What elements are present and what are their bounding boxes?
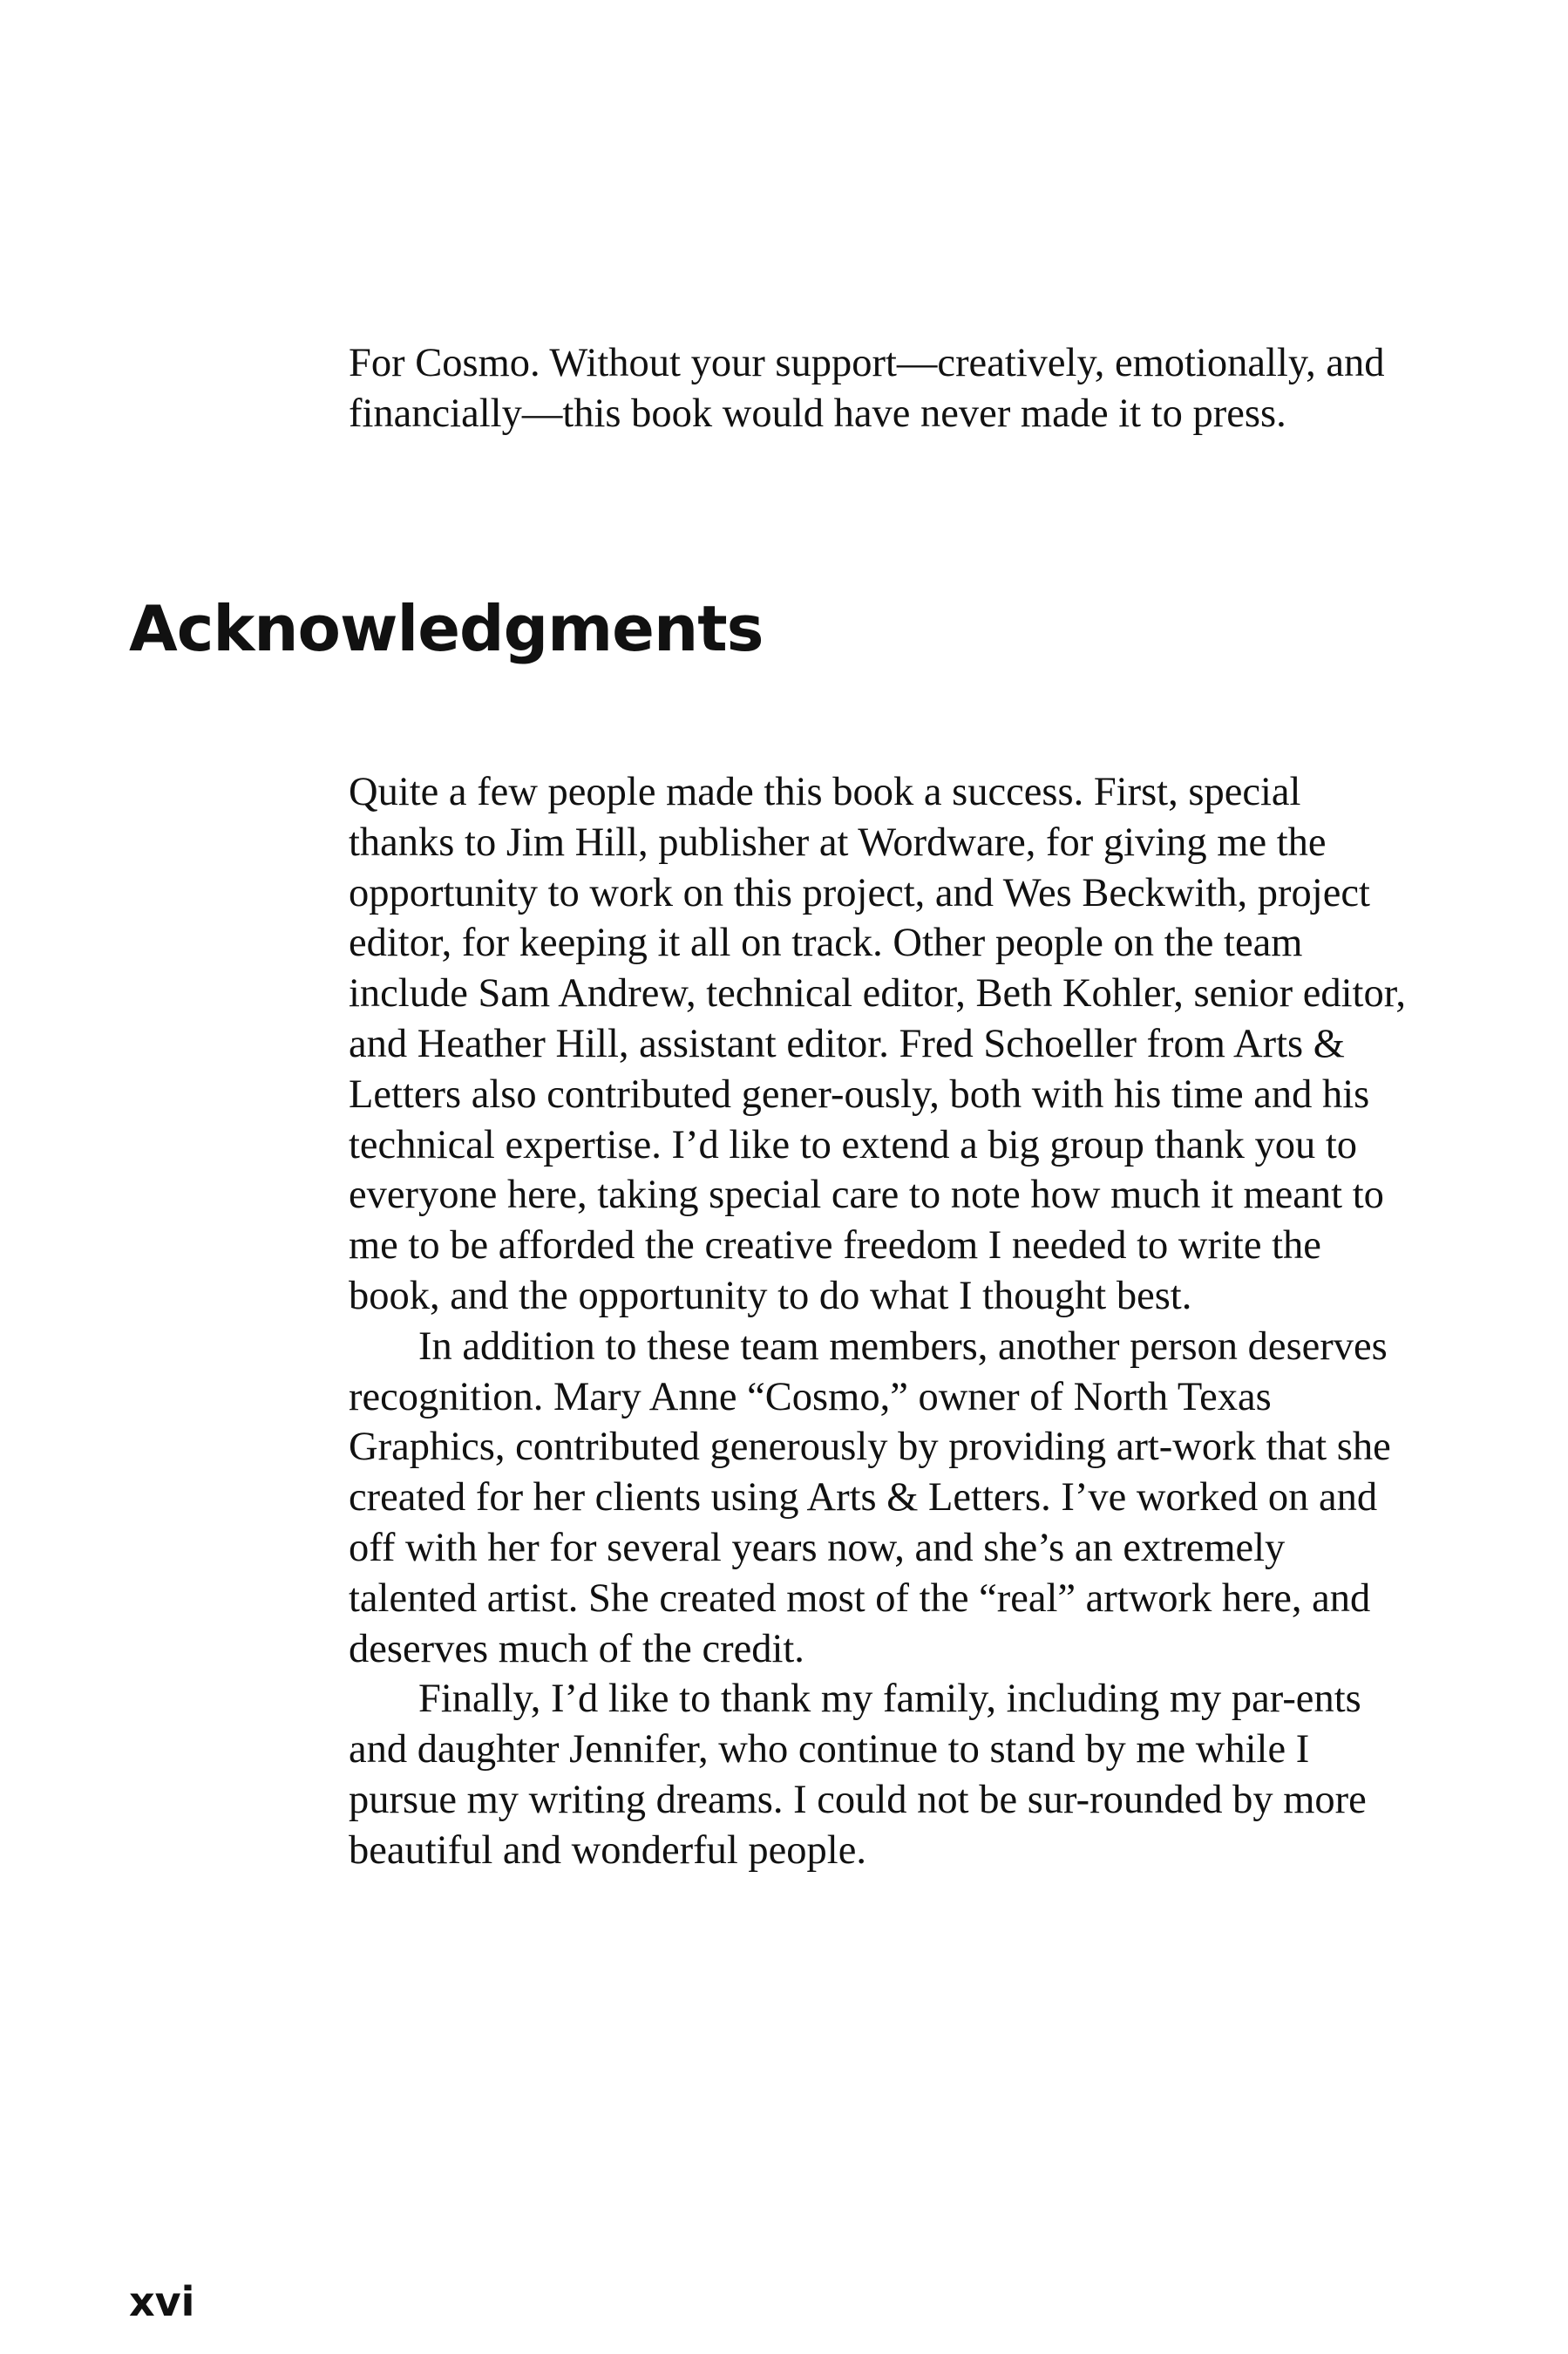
paragraph-3: Finally, I’d like to thank my family, including my par-ents and daughter Jennifer, who continue to stand by me while I pursue my writing dreams. I could not be sur-rounded by more beautiful and wonderful people.: [349, 1677, 1367, 1873]
paragraph-1: Quite a few people made this book a success. First, special thanks to Jim Hill, publisher at Wordware, for giving me the opportunity to work on this project, and Wes Beckwith, project editor, for keeping it all on track. Other people on the team include Sam Andrew, technical editor, Beth Kohler, senior editor, and Heather Hill, assistant editor. Fred Schoeller from Arts & Letters also contributed gener-ously, both with his time and his technical expertise. I’d like to extend a big group thank you to everyone here, taking special care to note how much it meant to me to be afforded the creative freedom I needed to write the book, and the opportunity to do what I thought best.: [349, 770, 1406, 1318]
acknowledgments-body: [349, 767, 1412, 1876]
page-number: xvi: [129, 2278, 195, 2325]
section-heading: Acknowledgments: [129, 592, 764, 665]
paragraph-2: In addition to these team members, another person deserves recognition. Mary Anne “Cosmo,” owner of North Texas Graphics, contributed generously by providing art-work that she created for her clients using Arts & Letters. I’ve worked on and off with her for several years now, and she’s an extremely talented artist. She created most of the “real” artwork here, and deserves much of the credit.: [349, 1323, 1391, 1671]
dedication-text: For Cosmo. Without your support—creatively, emotionally, and financially—this book would have never made it to press.: [349, 341, 1385, 436]
